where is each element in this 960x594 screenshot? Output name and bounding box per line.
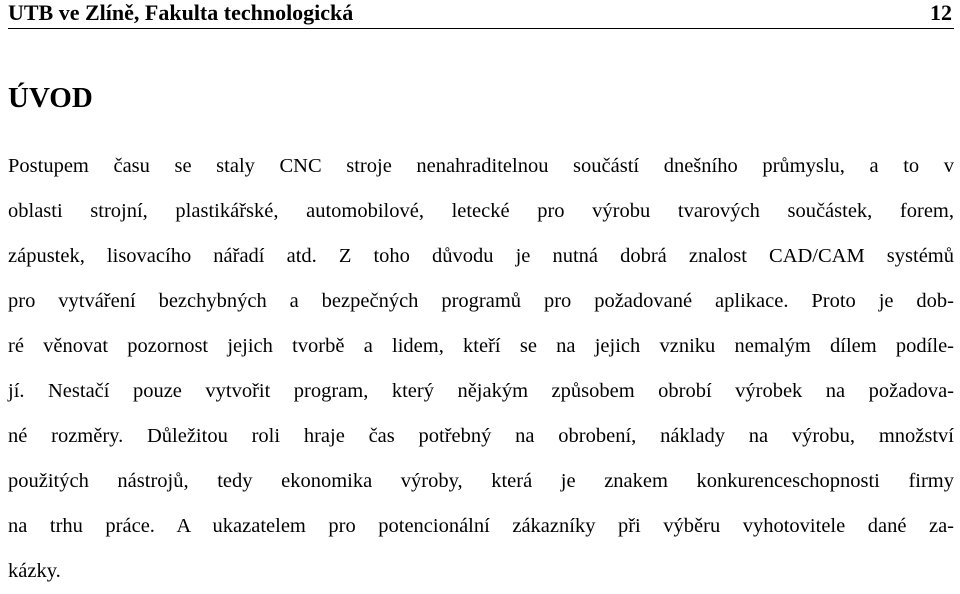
section-heading: ÚVOD xyxy=(8,82,93,114)
paragraph-line: kázky. xyxy=(8,560,61,582)
paragraph-line: oblasti strojní, plastikářské, automobilové, letecké pro výrobu tvarových součástek, forem, xyxy=(8,200,954,222)
paragraph-line: použitých nástrojů, tedy ekonomika výroby, která je znakem konkurenceschopnosti firmy xyxy=(8,470,954,492)
paragraph-line: jí. Nestačí pouze vytvořit program, který nějakým způsobem obrobí výrobek na požadova- xyxy=(8,380,954,402)
paragraph-line: pro vytváření bezchybných a bezpečných programů pro požadované aplikace. Proto je dob- xyxy=(8,290,954,312)
paragraph-line: ré věnovat pozornost jejich tvorbě a lidem, kteří se na jejich vzniku nemalým dílem podíle- xyxy=(8,335,954,357)
header-title: UTB ve Zlíně, Fakulta technologická xyxy=(8,0,354,25)
paragraph-line: na trhu práce. A ukazatelem pro potencionální zákazníky při výběru vyhotovitele dané za- xyxy=(8,515,954,537)
page-number: 12 xyxy=(930,0,952,25)
paragraph-line: Postupem času se staly CNC stroje nenahraditelnou součástí dnešního průmyslu, a to v xyxy=(8,155,954,177)
running-header xyxy=(8,0,954,29)
paragraph-line: zápustek, lisovacího nářadí atd. Z toho důvodu je nutná dobrá znalost CAD/CAM systémů xyxy=(8,245,954,267)
paragraph-line: né rozměry. Důležitou roli hraje čas potřebný na obrobení, náklady na výrobu, množství xyxy=(8,425,954,447)
body-paragraph xyxy=(8,144,954,594)
